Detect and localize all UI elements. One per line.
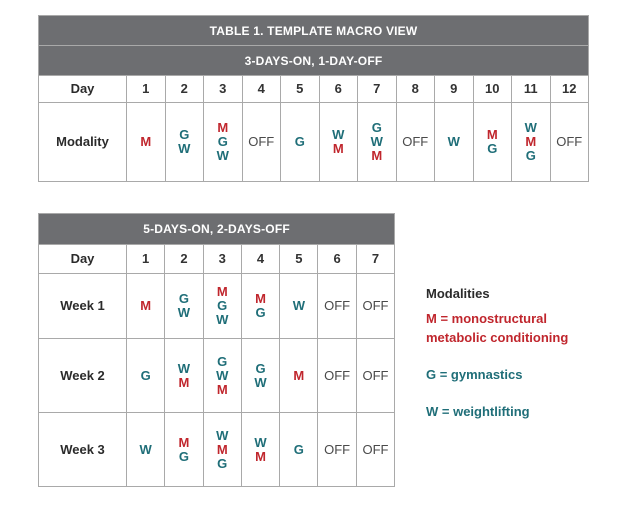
modality-cell <box>356 339 394 413</box>
week-label: Week 1 <box>39 274 127 339</box>
table-row <box>39 413 395 487</box>
modality-letter: G <box>255 360 266 376</box>
modality-cell <box>127 339 165 413</box>
modality-cell <box>242 103 281 182</box>
five-on-two-off-table <box>38 213 395 487</box>
day-number: 11 <box>512 76 551 103</box>
day-number: 1 <box>127 245 165 274</box>
modality-letter: W <box>178 141 191 156</box>
day-number: 2 <box>165 245 203 274</box>
day-header: Day <box>39 245 127 274</box>
off-label: OFF <box>324 441 351 457</box>
modality-letter: M <box>255 291 266 306</box>
modality-letter: W <box>216 367 229 383</box>
modality-letter: G <box>217 455 228 471</box>
modality-cell <box>280 339 318 413</box>
modality-letter: W <box>216 148 229 163</box>
table-subtitle: 3-DAYS-ON, 1-DAY-OFF <box>39 46 589 76</box>
off-label: OFF <box>402 134 429 149</box>
modality-cell <box>318 413 356 487</box>
modality-letter: M <box>216 284 228 299</box>
table-title: TABLE 1. TEMPLATE MACRO VIEW <box>39 16 589 46</box>
modality-cell <box>241 274 279 339</box>
day-header: Day <box>39 76 127 103</box>
day-number: 8 <box>396 76 435 103</box>
modality-cell <box>165 339 203 413</box>
day-number: 9 <box>435 76 474 103</box>
modality-cell <box>127 413 165 487</box>
modality-letter: G <box>294 134 305 149</box>
modality-cell <box>241 339 279 413</box>
modality-cell <box>356 274 394 339</box>
modality-cell <box>356 413 394 487</box>
day-number: 5 <box>280 245 318 274</box>
modality-cell <box>281 103 320 182</box>
day-number: 6 <box>318 245 356 274</box>
modality-letter: M <box>371 148 383 163</box>
modality-cell <box>203 339 241 413</box>
modality-cell <box>127 103 166 182</box>
off-label: OFF <box>362 441 389 457</box>
modality-letter: G <box>487 141 498 156</box>
modality-letter: G <box>293 441 304 457</box>
modality-letter: W <box>370 134 383 149</box>
modality-letter: W <box>254 374 267 390</box>
modality-letter: G <box>140 367 151 383</box>
modality-cell <box>204 103 243 182</box>
modality-letter: M <box>525 134 537 149</box>
modality-letter: G <box>217 353 228 369</box>
day-number: 6 <box>319 76 358 103</box>
day-number: 7 <box>358 76 397 103</box>
modality-letter: G <box>255 305 266 320</box>
off-label: OFF <box>324 367 351 383</box>
modality-cell <box>318 274 356 339</box>
modality-letter: G <box>178 291 189 306</box>
off-label: OFF <box>362 367 389 383</box>
legend-item-m: M = monostructural metabolic conditioning <box>426 311 569 345</box>
modality-letter: M <box>216 441 228 457</box>
modality-letter: W <box>254 434 267 450</box>
modality-letter: W <box>524 120 537 135</box>
legend-item-g: G = gymnastics <box>426 367 523 382</box>
modality-letter: M <box>217 120 229 135</box>
modality-letter: M <box>216 381 228 397</box>
table-row <box>39 274 395 339</box>
modality-letter: W <box>447 134 460 149</box>
modalities-legend <box>426 286 596 439</box>
day-number: 3 <box>203 245 241 274</box>
modality-letter: M <box>140 134 152 149</box>
legend-item-w: W = weightlifting <box>426 404 530 419</box>
modality-letter: G <box>525 148 536 163</box>
off-label: OFF <box>362 298 389 313</box>
modality-cell <box>550 103 589 182</box>
modality-letter: W <box>332 127 345 142</box>
modality-letter: M <box>332 141 344 156</box>
modality-letter: G <box>179 127 190 142</box>
modality-cell <box>396 103 435 182</box>
modality-letter: W <box>216 312 229 327</box>
modality-cell <box>318 339 356 413</box>
day-number: 1 <box>127 76 166 103</box>
modality-cell <box>241 413 279 487</box>
modality-letter: W <box>139 441 152 457</box>
modality-letter: M <box>293 367 305 383</box>
legend-title: Modalities <box>426 286 490 301</box>
day-number: 2 <box>165 76 204 103</box>
day-number: 4 <box>242 76 281 103</box>
off-label: OFF <box>556 134 583 149</box>
modality-letter: M <box>140 298 152 313</box>
day-number: 12 <box>550 76 589 103</box>
table-row <box>39 339 395 413</box>
modality-letter: M <box>178 374 190 390</box>
modality-letter: G <box>217 134 228 149</box>
modality-cell <box>473 103 512 182</box>
modality-cell <box>358 103 397 182</box>
modality-letter: G <box>178 448 189 464</box>
day-number: 5 <box>281 76 320 103</box>
modality-row-label: Modality <box>39 103 127 182</box>
modality-cell <box>319 103 358 182</box>
day-number: 10 <box>473 76 512 103</box>
modality-cell <box>127 274 165 339</box>
modality-cell <box>165 413 203 487</box>
modality-cell <box>512 103 551 182</box>
table-title: 5-DAYS-ON, 2-DAYS-OFF <box>39 214 395 245</box>
modality-cell <box>280 274 318 339</box>
modality-letter: W <box>177 305 191 320</box>
modality-cell <box>280 413 318 487</box>
modality-cell <box>435 103 474 182</box>
modality-letter: M <box>486 127 498 142</box>
modality-cell <box>165 274 203 339</box>
day-number: 3 <box>204 76 243 103</box>
day-number: 4 <box>241 245 279 274</box>
macro-view-table <box>38 15 589 182</box>
modality-cell <box>165 103 204 182</box>
modality-letter: M <box>255 448 266 464</box>
modality-cell <box>203 274 241 339</box>
day-number: 7 <box>356 245 394 274</box>
week-label: Week 2 <box>39 339 127 413</box>
modality-letter: G <box>217 298 228 313</box>
modality-letter: G <box>371 120 382 135</box>
modality-letter: W <box>216 427 229 443</box>
week-label: Week 3 <box>39 413 127 487</box>
off-label: OFF <box>324 298 351 313</box>
modality-cell <box>203 413 241 487</box>
modality-letter: W <box>292 298 305 313</box>
modality-letter: W <box>177 360 191 376</box>
modality-letter: M <box>178 434 190 450</box>
off-label: OFF <box>248 134 275 149</box>
